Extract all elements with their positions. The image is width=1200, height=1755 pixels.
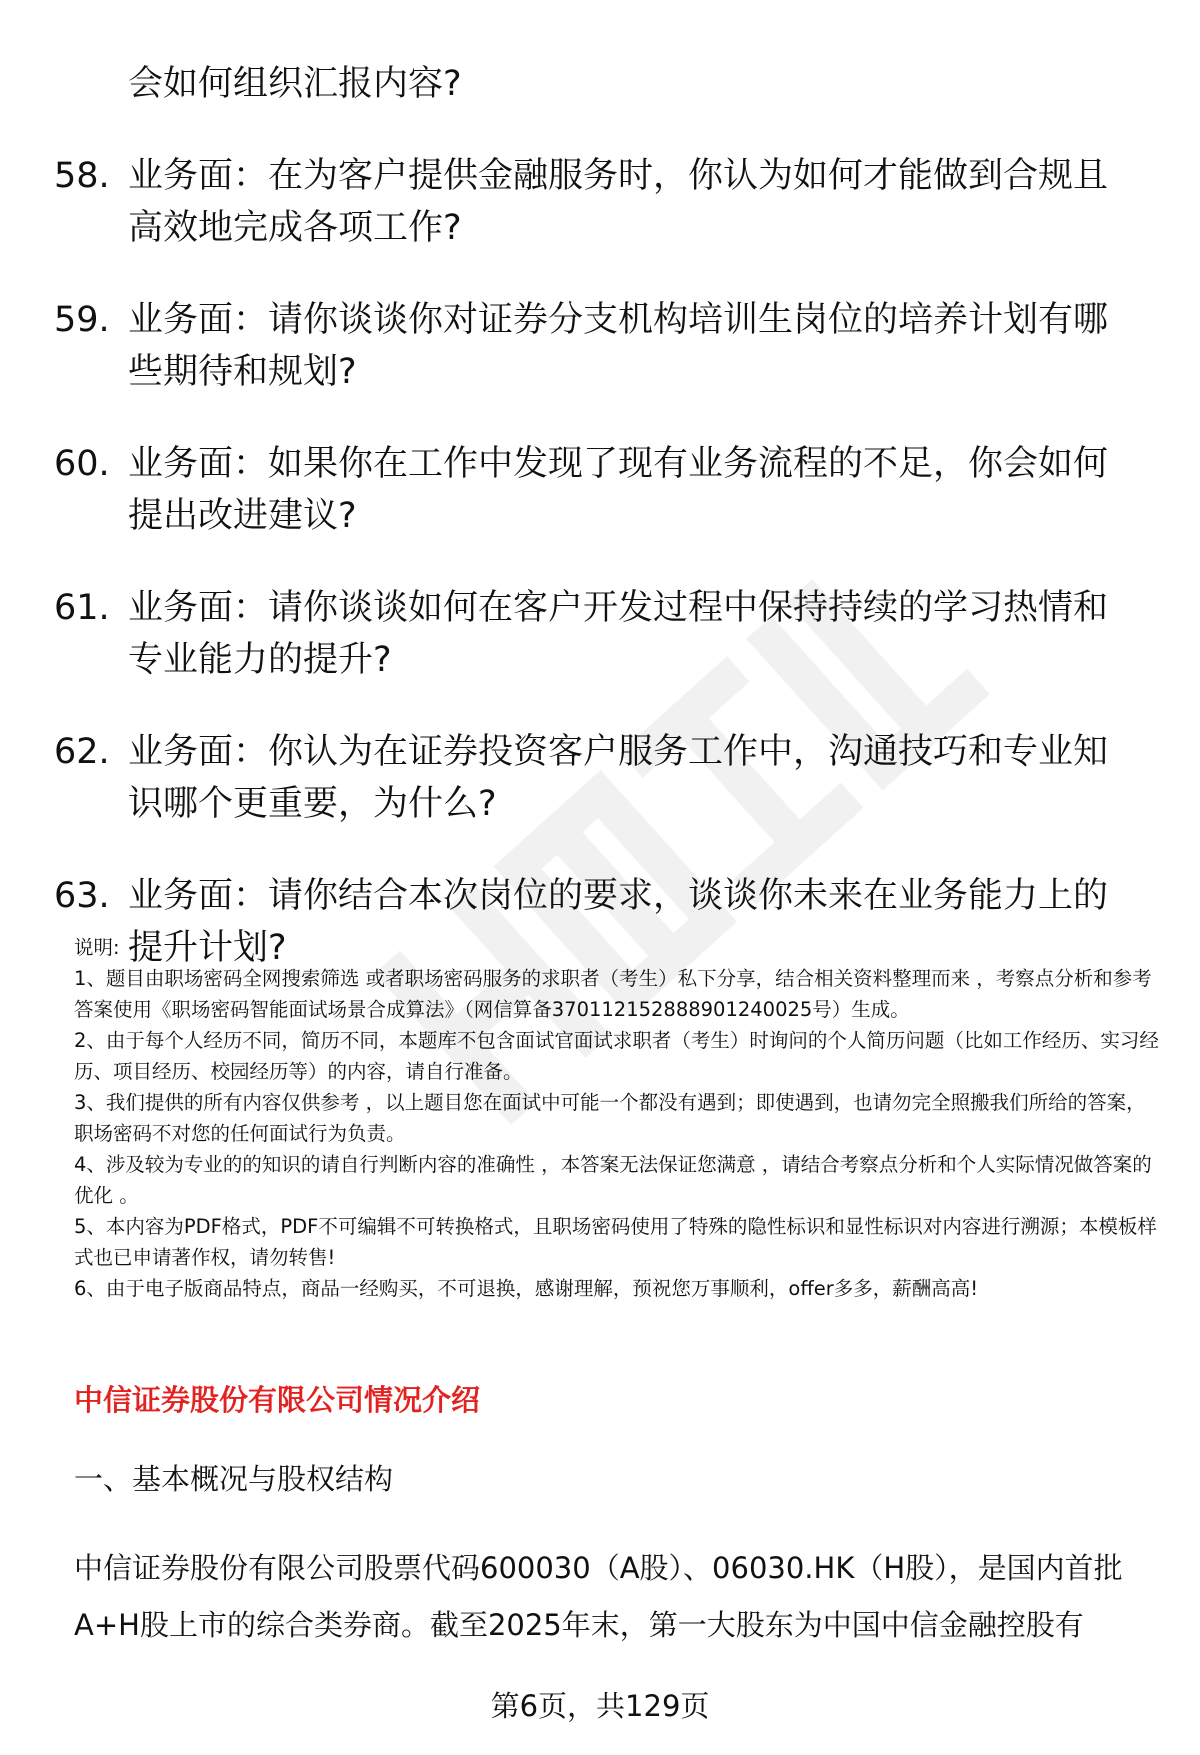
question-text: 业务面：请你谈谈你对证券分支机构培训生岗位的培养计划有哪些期待和规划? bbox=[128, 300, 1109, 392]
question-text: 业务面：在为客户提供金融服务时，你认为如何才能做到合规且高效地完成各项工作? bbox=[128, 156, 1109, 248]
note-item-2: 2、由于每个人经历不同，简历不同，本题库不包含面试官面试求职者（考生）时询问的个人简历问题（比如工作经历、实习经历、项目经历、校园经历等）的内容，请自行准备。 bbox=[74, 1029, 1159, 1083]
notes-section bbox=[74, 932, 1164, 1304]
section-heading: 一、基本概况与股权结构 bbox=[74, 1462, 394, 1496]
question-item-60 bbox=[0, 438, 1138, 542]
question-item-62 bbox=[0, 726, 1138, 830]
question-continuation: 会如何组织汇报内容? bbox=[128, 64, 462, 104]
question-item-59 bbox=[0, 294, 1138, 398]
note-item-1: 1、题目由职场密码全网搜索筛选 或者职场密码服务的求职者（考生）私下分享，结合相关资料整理而来 ，考察点分析和参考答案使用《职场密码智能面试场景合成算法》（网信算备370112152888901240025号）生成。 bbox=[74, 967, 1152, 1021]
company-paragraph: 中信证券股份有限公司股票代码600030（A股）、06030.HK（H股），是国内首批A+H股上市的综合类券商。截至2025年末，第一大股东为中国中信金融控股有 bbox=[74, 1551, 1123, 1642]
question-number: 62. bbox=[54, 732, 110, 772]
question-text: 业务面：请你谈谈如何在客户开发过程中保持持续的学习热情和专业能力的提升? bbox=[128, 588, 1109, 680]
question-number: 58. bbox=[54, 156, 110, 196]
question-text: 业务面：请你结合本次岗位的要求，谈谈你未来在业务能力上的提升计划? bbox=[128, 876, 1109, 968]
note-item-4: 4、涉及较为专业的的知识的请自行判断内容的准确性 ，本答案无法保证您满意 ，请结合考察点分析和个人实际情况做答案的优化 。 bbox=[74, 1153, 1152, 1207]
question-list bbox=[0, 58, 1200, 1014]
question-number: 63. bbox=[54, 876, 110, 916]
notes-title: 说明: bbox=[74, 936, 120, 959]
question-item-61 bbox=[0, 582, 1138, 686]
question-number: 59. bbox=[54, 300, 110, 340]
question-item-58 bbox=[0, 150, 1138, 254]
company-intro-title: 中信证券股份有限公司情况介绍 bbox=[74, 1383, 481, 1417]
note-item-6: 6、由于电子版商品特点，商品一经购买，不可退换，感谢理解，预祝您万事顺利，offer多多，薪酬高高! bbox=[74, 1277, 979, 1300]
question-number: 61. bbox=[54, 588, 110, 628]
page-number: 第6页，共129页 bbox=[490, 1689, 710, 1723]
question-text: 业务面：如果你在工作中发现了现有业务流程的不足，你会如何提出改进建议? bbox=[128, 444, 1109, 536]
note-item-3: 3、我们提供的所有内容仅供参考 ，以上题目您在面试中可能一个都没有遇到；即使遇到，也请勿完全照搬我们所给的答案，职场密码不对您的任何面试行为负责。 bbox=[74, 1091, 1146, 1145]
question-text: 业务面：你认为在证券投资客户服务工作中，沟通技巧和专业知识哪个更重要，为什么? bbox=[128, 732, 1109, 824]
question-number: 60. bbox=[54, 444, 110, 484]
note-item-5: 5、本内容为PDF格式，PDF不可编辑不可转换格式，且职场密码使用了特殊的隐性标识和显性标识对内容进行溯源；本模板样式也已申请著作权，请勿转售! bbox=[74, 1215, 1157, 1269]
